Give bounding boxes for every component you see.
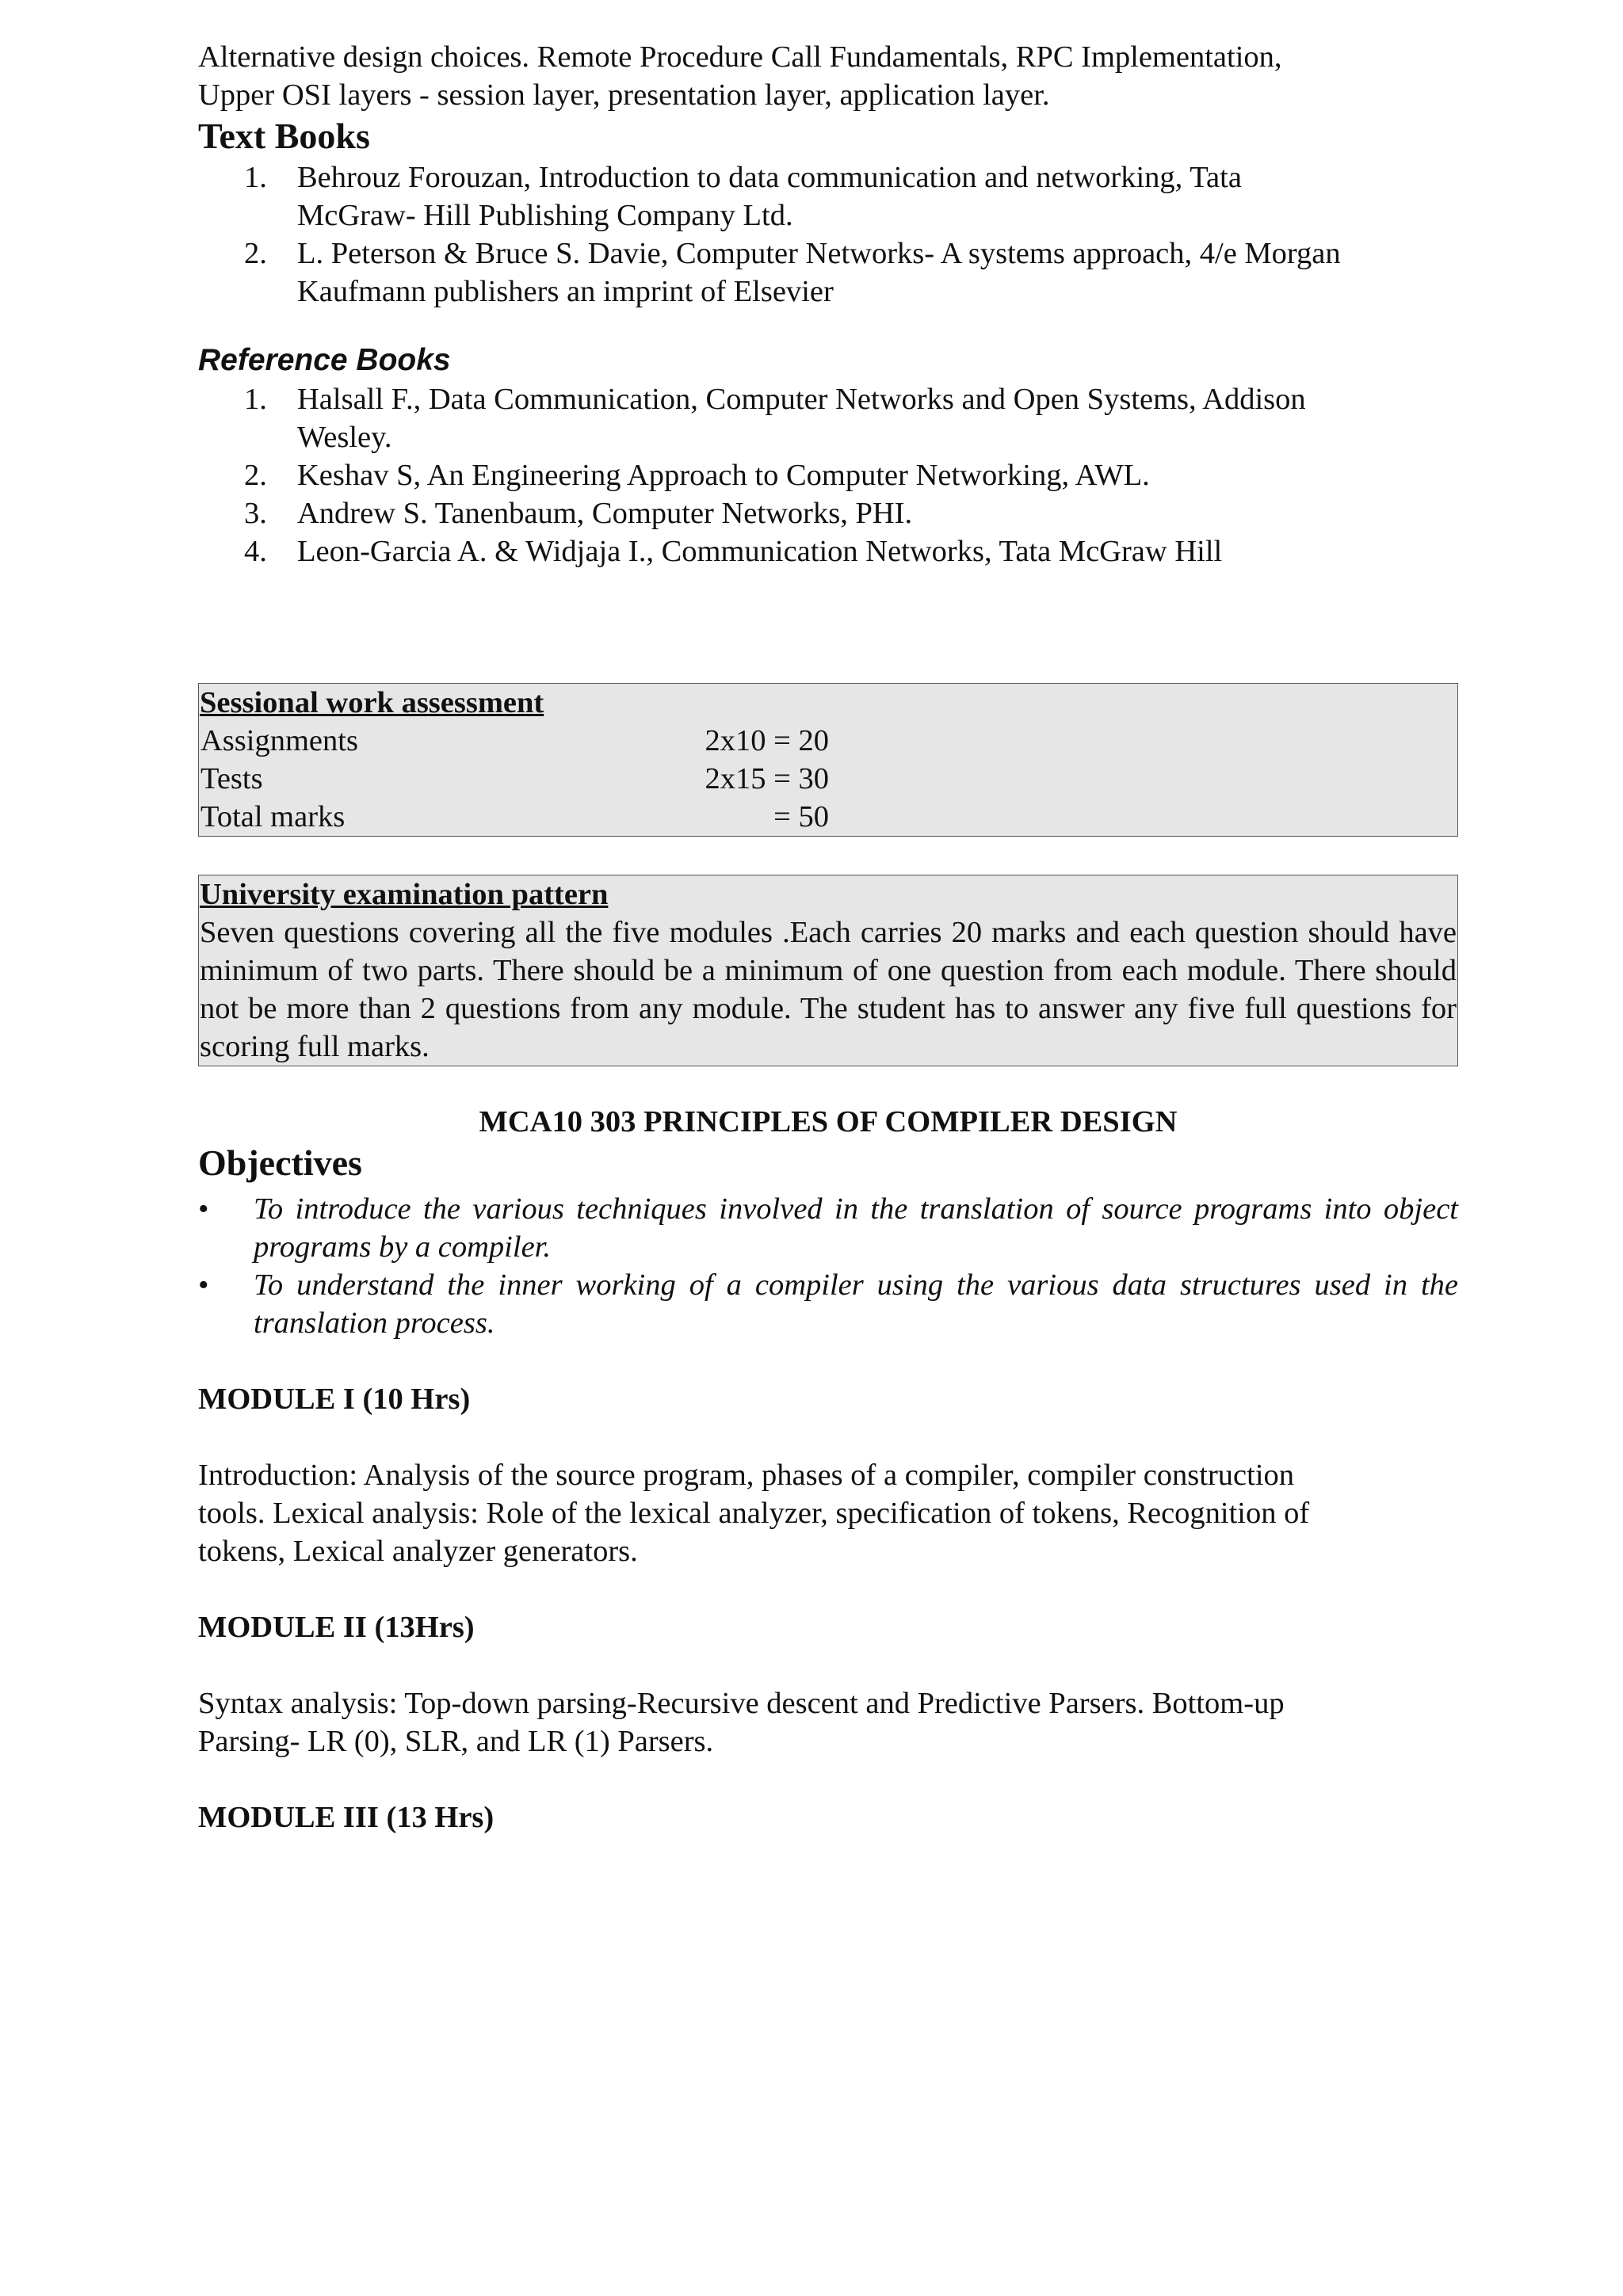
list-item <box>198 494 1458 532</box>
module-2-line: Syntax analysis: Top-down parsing-Recursive descent and Predictive Parsers. Bottom-up <box>198 1687 1285 1720</box>
list-item-number: 2. <box>244 459 267 492</box>
marks-label: Tests <box>200 762 263 795</box>
objective-text: To introduce the various techniques involved in the translation of source programs into object programs by a compiler. <box>254 1192 1458 1264</box>
module-1-line: tokens, Lexical analyzer generators. <box>198 1535 638 1568</box>
module-1-line: tools. Lexical analysis: Role of the lexical analyzer, specification of tokens, Recognition of <box>198 1497 1310 1530</box>
module-3-heading: MODULE III (13 Hrs) <box>198 1801 495 1834</box>
exam-pattern-box <box>198 875 1458 1066</box>
list-item-line: Leon-Garcia A. & Widjaja I., Communication Networks, Tata McGraw Hill <box>297 535 1223 568</box>
list-item <box>198 380 1458 456</box>
list-item-number: 1. <box>244 383 267 416</box>
marks-row <box>200 760 1457 798</box>
list-item-line: Andrew S. Tanenbaum, Computer Networks, PHI. <box>297 497 913 530</box>
objective-text: To understand the inner working of a compiler using the various data structures used in the translation process. <box>254 1268 1458 1340</box>
module-1-heading: MODULE I (10 Hrs) <box>198 1383 471 1416</box>
list-item-line: Kaufmann publishers an imprint of Elsevier <box>297 275 834 308</box>
bullet-icon: • <box>198 1192 209 1226</box>
exam-pattern-title: University examination pattern <box>200 878 609 911</box>
sessional-assessment-box <box>198 683 1458 837</box>
module-1-line: Introduction: Analysis of the source program, phases of a compiler, compiler construction <box>198 1459 1295 1492</box>
module-2-content <box>198 1684 1458 1760</box>
sessional-assessment-title: Sessional work assessment <box>200 686 544 719</box>
marks-value: = 50 <box>773 800 829 833</box>
list-item-line: Keshav S, An Engineering Approach to Computer Networking, AWL. <box>297 459 1150 492</box>
exam-pattern-text: Seven questions covering all the five modules .Each carries 20 marks and each question should have minimum of two parts. There should be a minimum of one question from each module. There should not be more than 2 questions from any module. The student has to answer any five full questions for scoring full marks. <box>200 916 1457 1063</box>
reference-books-list <box>198 380 1458 570</box>
marks-row <box>200 798 1457 836</box>
list-item <box>198 158 1458 235</box>
marks-label: Total marks <box>200 800 346 833</box>
bullet-icon: • <box>198 1268 209 1302</box>
marks-label: Assignments <box>200 724 358 757</box>
list-item-number: 3. <box>244 497 267 530</box>
intro-line-1: Alternative design choices. Remote Procedure Call Fundamentals, RPC Implementation, <box>198 40 1282 74</box>
list-item <box>198 1266 1458 1342</box>
list-item <box>198 456 1458 494</box>
list-item-line: McGraw- Hill Publishing Company Ltd. <box>297 199 793 232</box>
list-item-number: 1. <box>244 161 267 194</box>
objectives-list <box>198 1190 1458 1342</box>
list-item <box>198 1190 1458 1266</box>
module-1-content <box>198 1456 1458 1570</box>
intro-paragraph <box>198 38 1458 114</box>
module-2-heading: MODULE II (13Hrs) <box>198 1611 475 1644</box>
document-page <box>198 38 1458 1836</box>
list-item-line: Halsall F., Data Communication, Computer Networks and Open Systems, Addison <box>297 383 1306 416</box>
objectives-heading: Objectives <box>198 1142 362 1183</box>
marks-row <box>200 722 1457 760</box>
text-books-list <box>198 158 1458 311</box>
list-item <box>198 532 1458 570</box>
text-books-heading: Text Books <box>198 116 370 156</box>
list-item-line: L. Peterson & Bruce S. Davie, Computer Networks- A systems approach, 4/e Morgan <box>297 237 1341 270</box>
marks-value: 2x15 = 30 <box>705 762 829 795</box>
course-title: MCA10 303 PRINCIPLES OF COMPILER DESIGN <box>479 1105 1178 1138</box>
reference-books-heading: Reference Books <box>198 343 451 377</box>
marks-value: 2x10 = 20 <box>705 724 829 757</box>
list-item <box>198 235 1458 311</box>
intro-line-2: Upper OSI layers - session layer, presentation layer, application layer. <box>198 78 1050 112</box>
list-item-line: Behrouz Forouzan, Introduction to data communication and networking, Tata <box>297 161 1242 194</box>
module-2-line: Parsing- LR (0), SLR, and LR (1) Parsers. <box>198 1725 714 1758</box>
list-item-line: Wesley. <box>297 421 392 454</box>
list-item-number: 2. <box>244 237 267 270</box>
list-item-number: 4. <box>244 535 267 568</box>
